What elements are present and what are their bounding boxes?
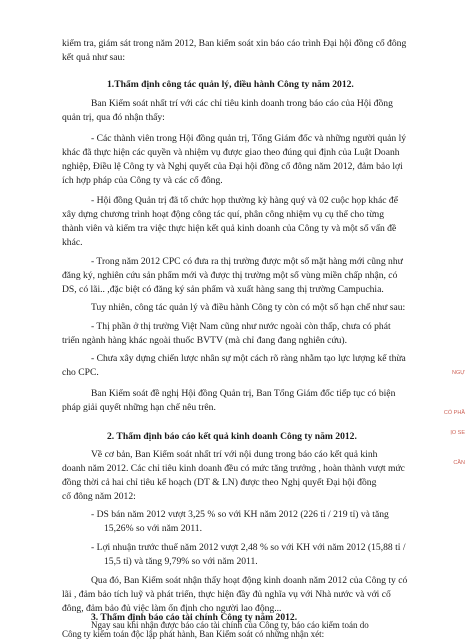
text-line: DS, có lãi.. ,đặc biệt có đăng ký sản phẩm và xuất hàng sang thị trường Campuchia. <box>62 284 384 295</box>
text-line: kiểm tra, giám sát trong năm 2012, Ban kiểm soát xin báo cáo trình Đại hội đồng cổ đông <box>62 38 407 49</box>
text-line: khác. <box>62 237 83 248</box>
stamp-seal <box>443 370 465 530</box>
text-line: - Thị phần ở thị trường Việt Nam cũng như nước ngoài còn thấp, chưa có phát <box>91 321 391 332</box>
stamp-text: CỔ PHẦ <box>443 410 465 416</box>
text-line: Ban Kiểm soát đề nghị Hội đồng Quản trị, Ban Tổng Giám đốc tiếp tục có biện <box>91 388 396 399</box>
text-line: - Chưa xây dựng chiến lược nhân sự một cách rõ ràng nhằm tạo lực lượng kế thừa <box>91 353 406 364</box>
text-line: Ngay sau khi nhận được báo cáo tài chính của Công ty, báo cáo kiểm toán do <box>91 620 369 630</box>
stamp-text: CẦN <box>453 460 465 466</box>
text-line: đăng ký, nghiên cứu sản phẩm mới và được thị trường một số vùng miền chấp nhận, có <box>62 270 398 281</box>
section-heading-1: 1.Thẩm định công tác quản lý, điều hành Công ty năm 2012. <box>107 79 354 90</box>
text-line: xây dựng chương trình hoạt động công tác quí, phân công nhiệm vụ cụ thể cho từng <box>62 209 385 220</box>
text-line: - Hội đồng Quản trị đã tổ chức họp thường kỳ hàng quý và 02 cuộc họp khác để <box>91 195 398 206</box>
text-line: 15,5 tỉ) và tăng 9,79% so với năm 2011. <box>104 556 258 567</box>
text-line: khác đã thực hiện các quyền và nhiệm vụ được giao theo đúng qui định của Luật Doanh <box>62 147 400 158</box>
text-line: đồng thời cả hai chỉ tiêu kế hoạch (DT & LN) được theo Nghị quyết Đại hội đồng <box>62 477 377 488</box>
text-line: - Trong năm 2012 CPC có đưa ra thị trường được một số mặt hàng mới cũng như <box>91 256 403 267</box>
text-line: Ban Kiểm soát nhất trí với các chỉ tiêu kinh doanh trong báo cáo của Hội đồng <box>91 98 393 109</box>
text-line: Tuy nhiên, công tác quản lý và điều hành Công ty còn có một số hạn chế như sau: <box>91 302 406 313</box>
text-line: Công ty kiểm toán độc lập phát hành, Ban Kiểm soát có những nhận xét: <box>62 629 325 639</box>
text-line: - DS bán năm 2012 vượt 3,25 % so với KH năm 2012 (226 tỉ / 219 tỉ) và tăng <box>91 509 389 520</box>
text-line: đông, đảm bảo đủ việc làm ổn định cho người lao động... <box>62 603 282 614</box>
stamp-text: NGỰ <box>452 370 465 376</box>
text-line: Qua đó, Ban Kiểm soát nhận thấy hoạt động kinh doanh năm 2012 của Công ty có <box>91 575 408 586</box>
text-line: triển ngành hàng khác ngoài thuốc BVTV (mà chỉ đang đang nghiên cứu). <box>62 335 348 346</box>
text-line: cho CPC. <box>62 367 99 378</box>
text-line: quản trị, qua đó nhận thấy: <box>62 112 165 123</box>
text-line: - Các thành viên trong Hội đồng quản trị, Tổng Giám đốc và những người quản lý <box>91 133 407 144</box>
text-line: kết quả như sau: <box>62 52 126 63</box>
section-heading-2: 2. Thẩm định báo cáo kết quả kinh doanh Công ty năm 2012. <box>107 431 357 442</box>
text-line: thành viên và kiểm tra việc thực hiện kết quả kinh doanh của Công ty và một số vấn đề <box>62 223 397 234</box>
text-line: lãi , đảm bảo tích luỹ và phát triển, thực hiện đầy đủ nghĩa vụ với Nhà nước và với cổ <box>62 589 391 600</box>
text-line: 15,26% so với năm 2011. <box>104 523 202 534</box>
text-line: cổ đông năm 2012: <box>62 491 136 502</box>
section-heading-3: 3. Thẩm định báo cáo tài chính Công ty năm 2012. <box>91 612 298 623</box>
text-line: nghiệp, Điều lệ Công ty và Nghị quyết của Đại hội đồng cổ đông năm 2012, đảm bảo lợi <box>62 161 403 172</box>
text-line: Về cơ bản, Ban Kiểm soát nhất trí với nội dung trong báo cáo kết quả kinh <box>91 449 378 460</box>
text-line: ích hợp pháp của Công ty và các cổ đông. <box>62 175 223 186</box>
stamp-text: ỊO SE <box>450 430 465 436</box>
text-line: doanh năm 2012. Các chỉ tiêu kinh doanh đều có mức tăng trưởng , hoàn thành vượt mức <box>62 463 405 474</box>
text-line: - Lợi nhuận trước thuế năm 2012 vượt 2,48 % so với KH với năm 2012 (15,88 tỉ / <box>91 542 406 553</box>
text-line: pháp giải quyết những hạn chế nêu trên. <box>62 402 216 413</box>
